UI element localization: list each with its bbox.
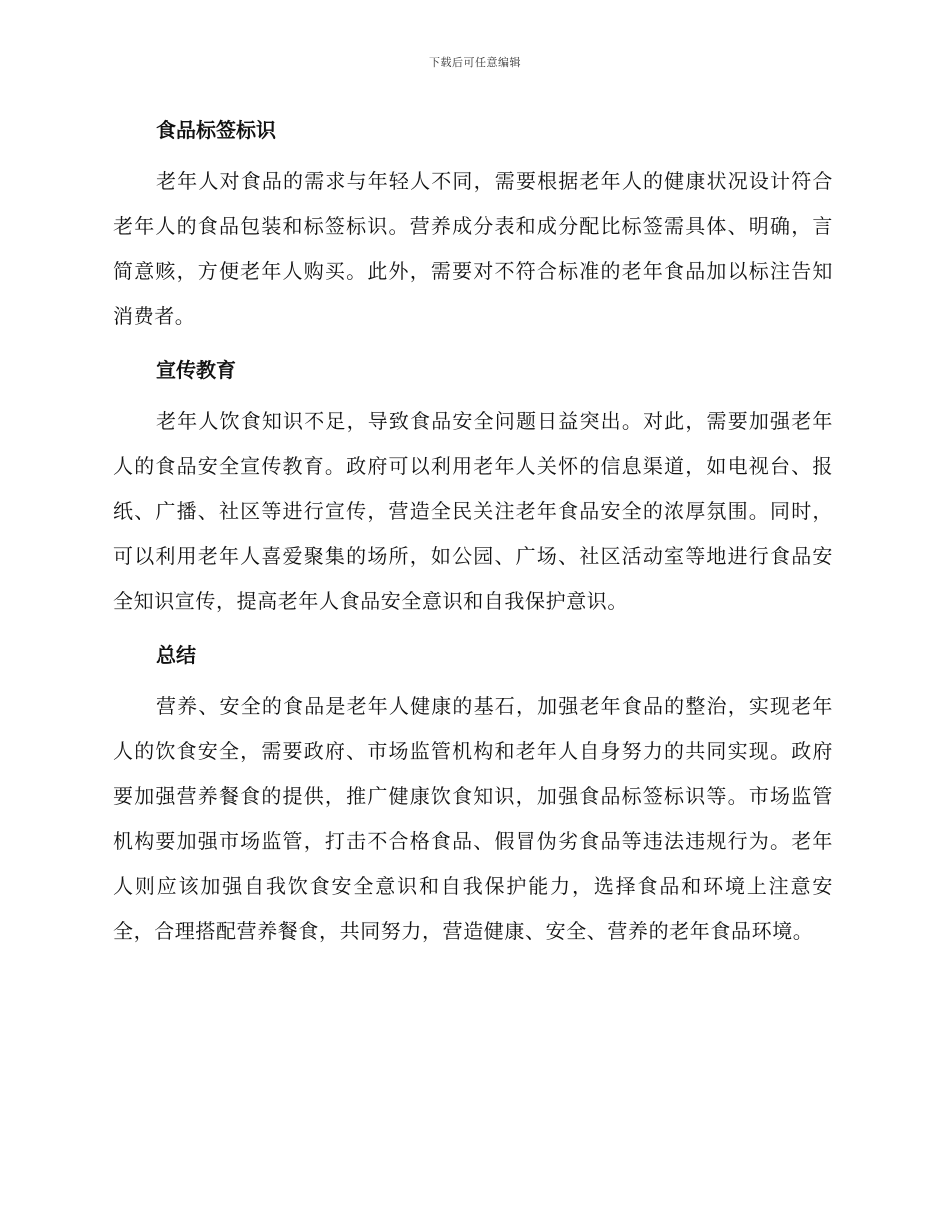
section-paragraph: 营养、安全的食品是老年人健康的基石，加强老年食品的整治，实现老年人的饮食安全，需要政府、市场监管机构和老年人自身努力的共同实现。政府要加强营养餐食的提供，推广健康饮食知识，加强食品标签标识等。市场监管机构要加强市场监管，打击不合格食品、假冒伪劣食品等违法违规行为。老年人则应该加强自我饮食安全意识和自我保护能力，选择食品和环境上注意安全，合理搭配营养餐食，共同努力，营造健康、安全、营养的老年食品环境。 xyxy=(113,694,833,943)
section-paragraph: 老年人饮食知识不足，导致食品安全问题日益突出。对此，需要加强老年人的食品安全宣传教育。政府可以利用老年人关怀的信息渠道，如电视台、报纸、广播、社区等进行宣传，营造全民关注老年食品安全的浓厚氛围。同时，可以利用老年人喜爱聚集的场所，如公园、广场、社区活动室等地进行食品安全知识宣传，提高老年人食品安全意识和自我保护意识。 xyxy=(113,409,833,613)
page-header: 下载后可任意编辑 xyxy=(429,56,521,69)
section-food-labels xyxy=(113,110,833,339)
section-summary xyxy=(113,635,833,954)
section-heading: 宣传教育 xyxy=(156,358,236,382)
document-content xyxy=(113,110,833,965)
section-heading: 总结 xyxy=(156,643,196,667)
section-paragraph: 老年人对食品的需求与年轻人不同，需要根据老年人的健康状况设计符合老年人的食品包装和标签标识。营养成分表和成分配比标签需具体、明确，言简意赅，方便老年人购买。此外，需要对不符合标准的老年食品加以标注告知消费者。 xyxy=(113,169,833,328)
section-heading: 食品标签标识 xyxy=(156,118,276,142)
section-education xyxy=(113,350,833,624)
